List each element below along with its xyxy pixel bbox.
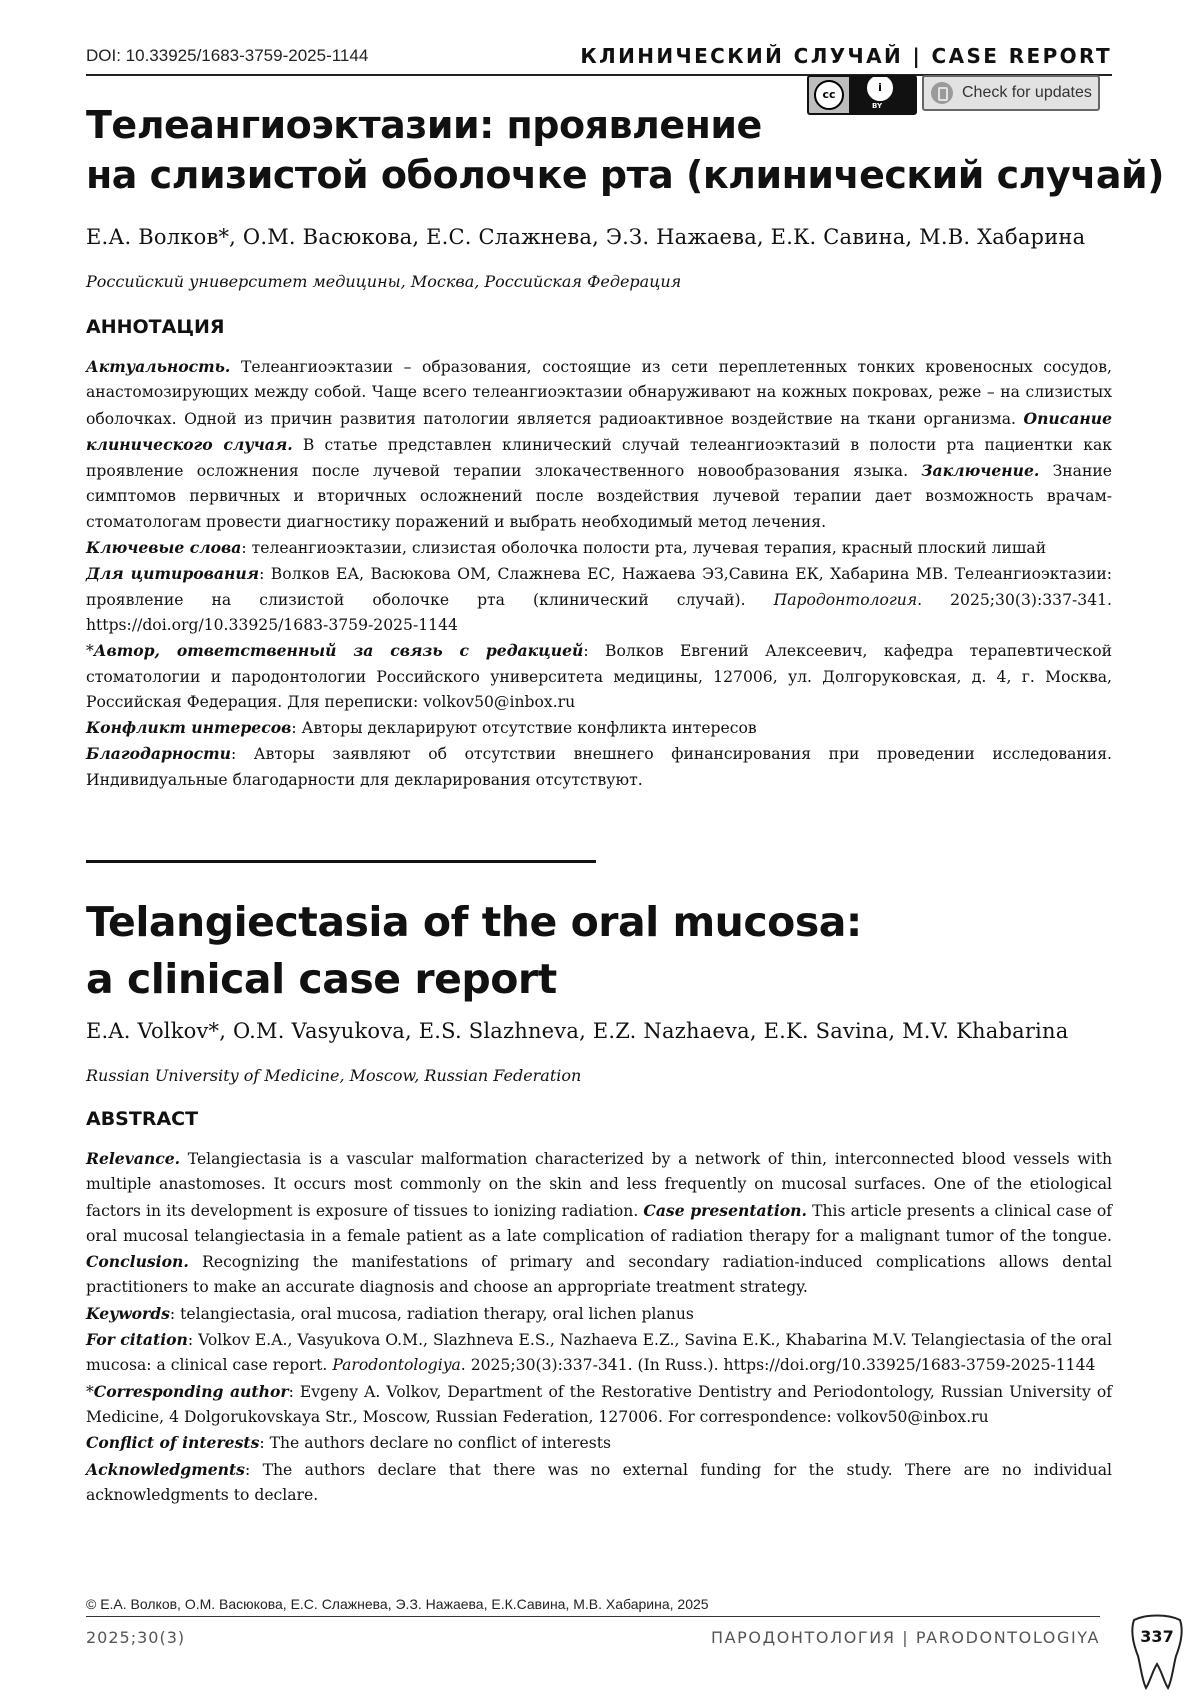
title-ru-line1: Телеангиоэктазии: проявление [86, 100, 1164, 150]
keywords-text-ru: : телеангиоэктазии, слизистая оболочка полости рта, лучевая терапия, красный плоский лишай [241, 539, 1046, 557]
author-text-ru: : Волков Евгений Алексеевич, кафедра терапевтической стоматологии и пародонтологии Российского университета медицины, 127006, ул. Долгоруковская, д. 4, г. Москва, Российская Федерация. Для переписки: volkov50@inbox.ru [86, 642, 1112, 711]
affiliation-en: Russian University of Medicine, Moscow, Russian Federation [86, 1066, 581, 1085]
authors-en: E.A. Volkov*, O.M. Vasyukova, E.S. Slazhneva, E.Z. Nazhaeva, E.K. Savina, M.V. Khabarina [86, 1019, 1068, 1043]
affiliation-ru: Российский университет медицины, Москва, Российская Федерация [86, 272, 681, 291]
conflict-label-ru: Конфликт интересов [86, 718, 291, 737]
case-text-en: This article presents a clinical case of oral mucosal telangiectasia in a female patient as a late complication of radiation therapy for a malignant tumor of the tongue. [86, 1202, 1112, 1245]
relevance-text-en: Telangiectasia is a vascular malformation characterized by a network of thin, interconnected blood vessels with multiple anastomoses. It occurs most commonly on the skin and less frequently on mucosal surfaces. One of the etiological factors in its development is exposure of tissues to ionizing radiation. [86, 1150, 1112, 1220]
journal-name: ПАРОДОНТОЛОГИЯ | PARODONTOLOGIYA [711, 1628, 1100, 1647]
conflict-en [86, 1430, 1112, 1456]
case-label-en: Case presentation. [643, 1201, 807, 1220]
case-text-ru: В статье представлен клинический случай телеангиоэктазий в полости рта пациентки как проявление осложнения после лучевой терапии злокачественного новообразования языка. [86, 436, 1112, 480]
abstract-ru [86, 354, 1112, 793]
page-number: 337 [1126, 1627, 1188, 1646]
author-label-ru: Автор, ответственный за связь с редакцией [94, 641, 584, 660]
keywords-en [86, 1301, 1112, 1327]
relevance-label-en: Relevance. [86, 1149, 180, 1168]
abstract-heading-ru: АННОТАЦИЯ [86, 316, 224, 338]
abstract-heading-en: ABSTRACT [86, 1108, 198, 1130]
creative-commons-icon: cc [814, 80, 844, 110]
author-text-en: : Evgeny A. Volkov, Department of the Restorative Dentistry and Periodontology, Russian University of Medicine, 4 Dolgorukovskaya Str., Moscow, Russian Federation, 127006. For correspondence: volkov50@inbox.ru [86, 1383, 1112, 1426]
keywords-label-ru: Ключевые слова [86, 538, 241, 557]
corresponding-author-en [86, 1379, 1112, 1431]
citation-label-ru: Для цитирования [86, 564, 259, 583]
citation-ru [86, 561, 1112, 638]
author-star-en: * [86, 1383, 94, 1401]
keywords-text-en: : telangiectasia, oral mucosa, radiation therapy, oral lichen planus [170, 1305, 694, 1323]
conclusion-text-en: Recognizing the manifestations of primary and secondary radiation-induced complications allows dental practitioners to make an accurate diagnosis and choose an appropriate treatment strategy. [86, 1253, 1112, 1296]
ack-text-en: : The authors declare that there was no external funding for the study. There are no individual acknowledgments to declare. [86, 1461, 1112, 1504]
author-label-en: Corresponding author [94, 1382, 289, 1401]
citation-text-ru: : Волков ЕА, Васюкова ОМ, Слажнева ЕС, Нажаева ЭЗ,Савина ЕК, Хабарина МВ. Телеангиоэктазии: проявление на слизистой оболочке рта (клинический случай). [86, 565, 1112, 608]
acknowledgments-en [86, 1457, 1112, 1509]
authors-ru: Е.А. Волков*, О.М. Васюкова, Е.С. Слажнева, Э.З. Нажаева, Е.К. Савина, М.В. Хабарина [86, 225, 1085, 249]
abstract-en-paragraph [86, 1146, 1112, 1301]
conflict-ru [86, 715, 1112, 741]
ack-label-en: Acknowledgments [86, 1460, 245, 1479]
conflict-text-en: : The authors declare no conflict of interests [259, 1434, 611, 1452]
case-label-ru: Описание клинического случая. [86, 409, 1112, 454]
cc-by-label: BY [872, 102, 882, 110]
conclusion-label-en: Conclusion. [86, 1252, 189, 1271]
conclusion-label-ru: Заключение. [921, 461, 1039, 480]
section-label: КЛИНИЧЕСКИЙ СЛУЧАЙ | CASE REPORT [580, 44, 1112, 68]
abstract-ru-paragraph [86, 354, 1112, 535]
tooth-icon [1126, 1612, 1188, 1692]
doi[interactable]: DOI: 10.33925/1683-3759-2025-1144 [86, 46, 368, 66]
corresponding-author-ru [86, 638, 1112, 715]
copyright: © Е.А. Волков, О.М. Васюкова, Е.С. Слажнева, Э.З. Нажаева, Е.К.Савина, М.В. Хабарина, 2025 [86, 1596, 709, 1612]
keywords-label-en: Keywords [86, 1304, 170, 1323]
abstract-en [86, 1146, 1112, 1508]
check-updates-label: Check for updates [962, 84, 1092, 102]
title-en-line1: Telangiectasia of the oral mucosa: [86, 894, 862, 951]
conflict-text-ru: : Авторы декларируют отсутствие конфликта интересов [291, 719, 756, 737]
relevance-label-ru: Актуальность. [86, 357, 230, 376]
title-en-line2: a clinical case report [86, 951, 862, 1008]
acknowledgments-ru [86, 741, 1112, 793]
conclusion-text-ru: Знание симптомов первичных и вторичных осложнений после воздействия лучевой терапии дает возможность врачам-стоматологам провести диагностику поражений и выбрать необходимый метод лечения. [86, 462, 1112, 531]
citation-tail-en[interactable]: . 2025;30(3):337-341. (In Russ.). https://doi.org/10.33925/1683-3759-2025-1144 [461, 1356, 1096, 1374]
attribution-person-icon: i [867, 75, 893, 101]
conflict-label-en: Conflict of interests [86, 1433, 259, 1452]
section-divider [86, 860, 596, 863]
relevance-text-ru: Телеангиоэктазии – образования, состоящие из сети переплетенных тонких кровеносных сосудов, анастомозирующих между собой. Чаще всего телеангиоэктазии обнаруживают на кожных покровах, реже – на слизистых оболочках. Одной из причин развития патологии является радиоактивное воздействие на ткани организма. [86, 358, 1112, 428]
author-star-ru: * [86, 642, 94, 660]
title-ru [86, 100, 1164, 200]
ack-label-ru: Благодарности [86, 744, 231, 763]
citation-journal-ru: Пародонтология [774, 591, 918, 609]
citation-en [86, 1327, 1112, 1379]
title-en [86, 894, 862, 1008]
page-header [86, 44, 1112, 76]
issue-label: 2025;30(3) [86, 1628, 185, 1647]
citation-text-en: : Volkov E.A., Vasyukova O.M., Slazhneva E.S., Nazhaeva E.Z., Savina E.K., Khabarina M.V. Telangiectasia of the oral mucosa: a clinical case report. [86, 1331, 1112, 1374]
keywords-ru [86, 535, 1112, 561]
footer-divider [86, 1616, 1100, 1617]
title-ru-line2: на слизистой оболочке рта (клинический случай) [86, 150, 1164, 200]
ack-text-ru: : Авторы заявляют об отсутствии внешнего финансирования при проведении исследования. Индивидуальные благодарности для декларирования отсутствуют. [86, 745, 1112, 788]
citation-journal-en: Parodontologiya [332, 1356, 460, 1374]
citation-tail-ru[interactable]: . 2025;30(3):337-341. https://doi.org/10.33925/1683-3759-2025-1144 [86, 591, 1112, 634]
citation-label-en: For citation [86, 1330, 188, 1349]
